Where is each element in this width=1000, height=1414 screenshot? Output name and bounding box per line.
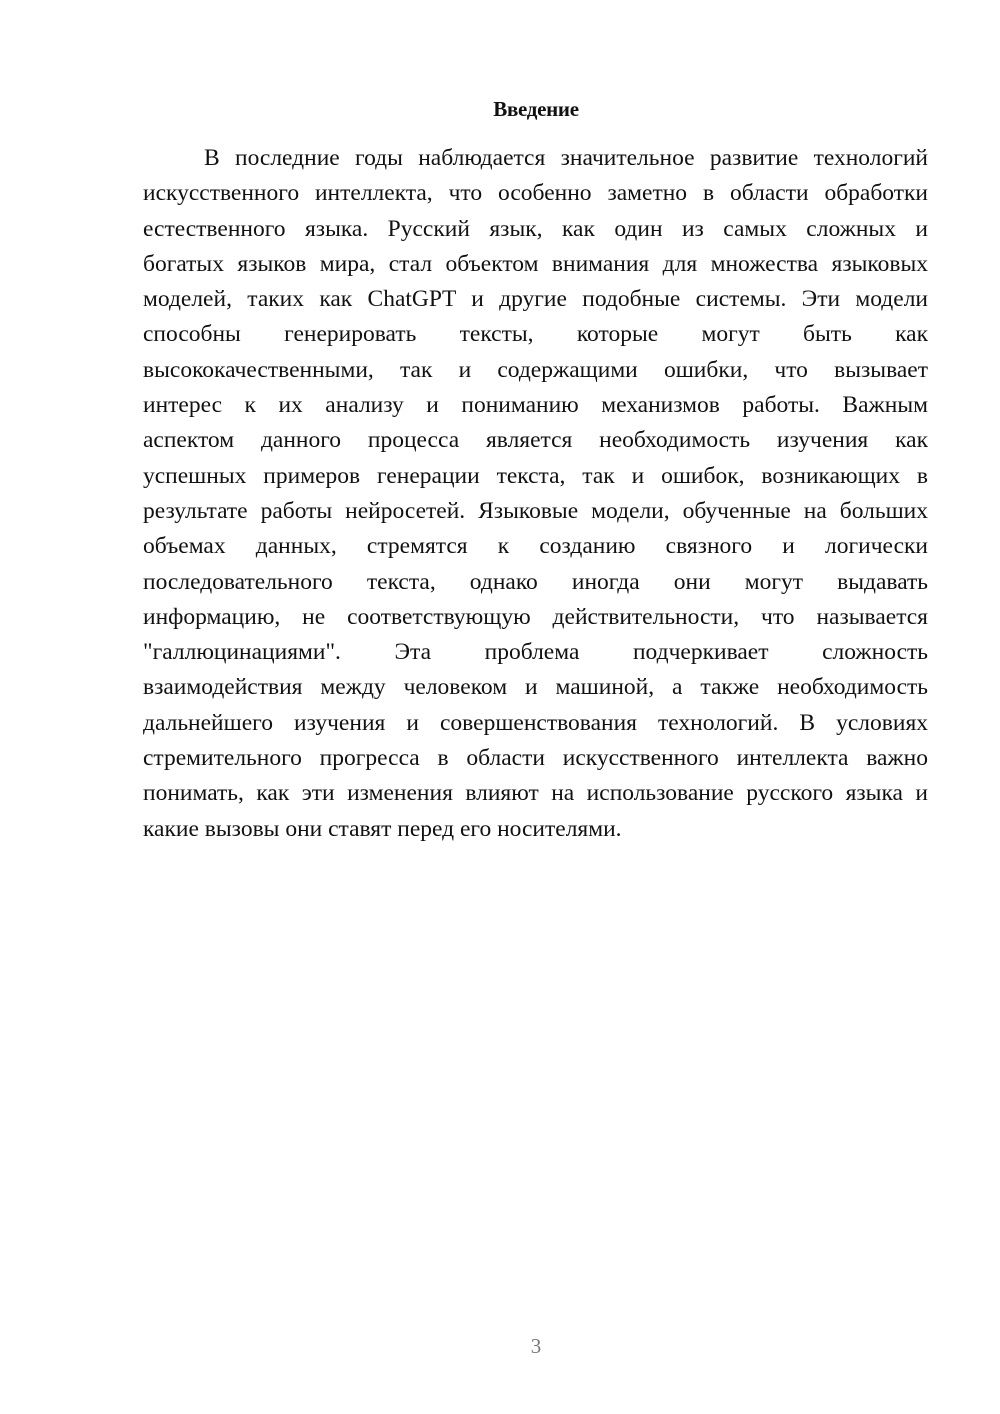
paragraph-line: последовательного текста, однако иногда они могут выдавать (143, 568, 928, 595)
paragraph-line: естественного языка. Русский язык, как один из самых сложных и (143, 215, 928, 242)
paragraph-line: понимать, как эти изменения влияют на использование русского языка и (143, 780, 928, 807)
paragraph-line: стремительного прогресса в области искусственного интеллекта важно (143, 745, 928, 772)
paragraph-line: успешных примеров генерации текста, так и ошибок, возникающих в (143, 462, 928, 489)
paragraph-line: результате работы нейросетей. Языковые модели, обученные на больших (143, 497, 928, 524)
paragraph-line: искусственного интеллекта, что особенно заметно в области обработки (143, 180, 928, 207)
paragraph-line: В последние годы наблюдается значительное развитие технологий (204, 145, 928, 171)
paragraph-line: какие вызовы они ставят перед его носителями. (143, 815, 622, 842)
paragraph-line: богатых языков мира, стал объектом внимания для множества языковых (143, 250, 928, 277)
paragraph-line: аспектом данного процесса является необходимость изучения как (143, 427, 928, 454)
paragraph-line: высококачественными, так и содержащими ошибки, что вызывает (143, 356, 928, 383)
paragraph (143, 141, 928, 847)
paragraph-line: объемах данных, стремятся к созданию связного и логически (143, 533, 928, 560)
section-title: Введение (493, 97, 579, 121)
paragraph-line: взаимодействия между человеком и машиной, а также необходимость (143, 674, 928, 701)
paragraph-line: информацию, не соответствующую действительности, что называется (143, 603, 928, 630)
paragraph-line: дальнейшего изучения и совершенствования технологий. В условиях (143, 709, 928, 736)
page-number: 3 (530, 1334, 542, 1358)
paragraph-line: способны генерировать тексты, которые могут быть как (143, 321, 928, 348)
paragraph-line: интерес к их анализу и пониманию механизмов работы. Важным (143, 392, 928, 419)
paragraph-line: "галлюцинациями". Эта проблема подчеркивает сложность (143, 639, 928, 666)
paragraph-line: моделей, таких как ChatGPT и другие подобные системы. Эти модели (143, 286, 928, 313)
